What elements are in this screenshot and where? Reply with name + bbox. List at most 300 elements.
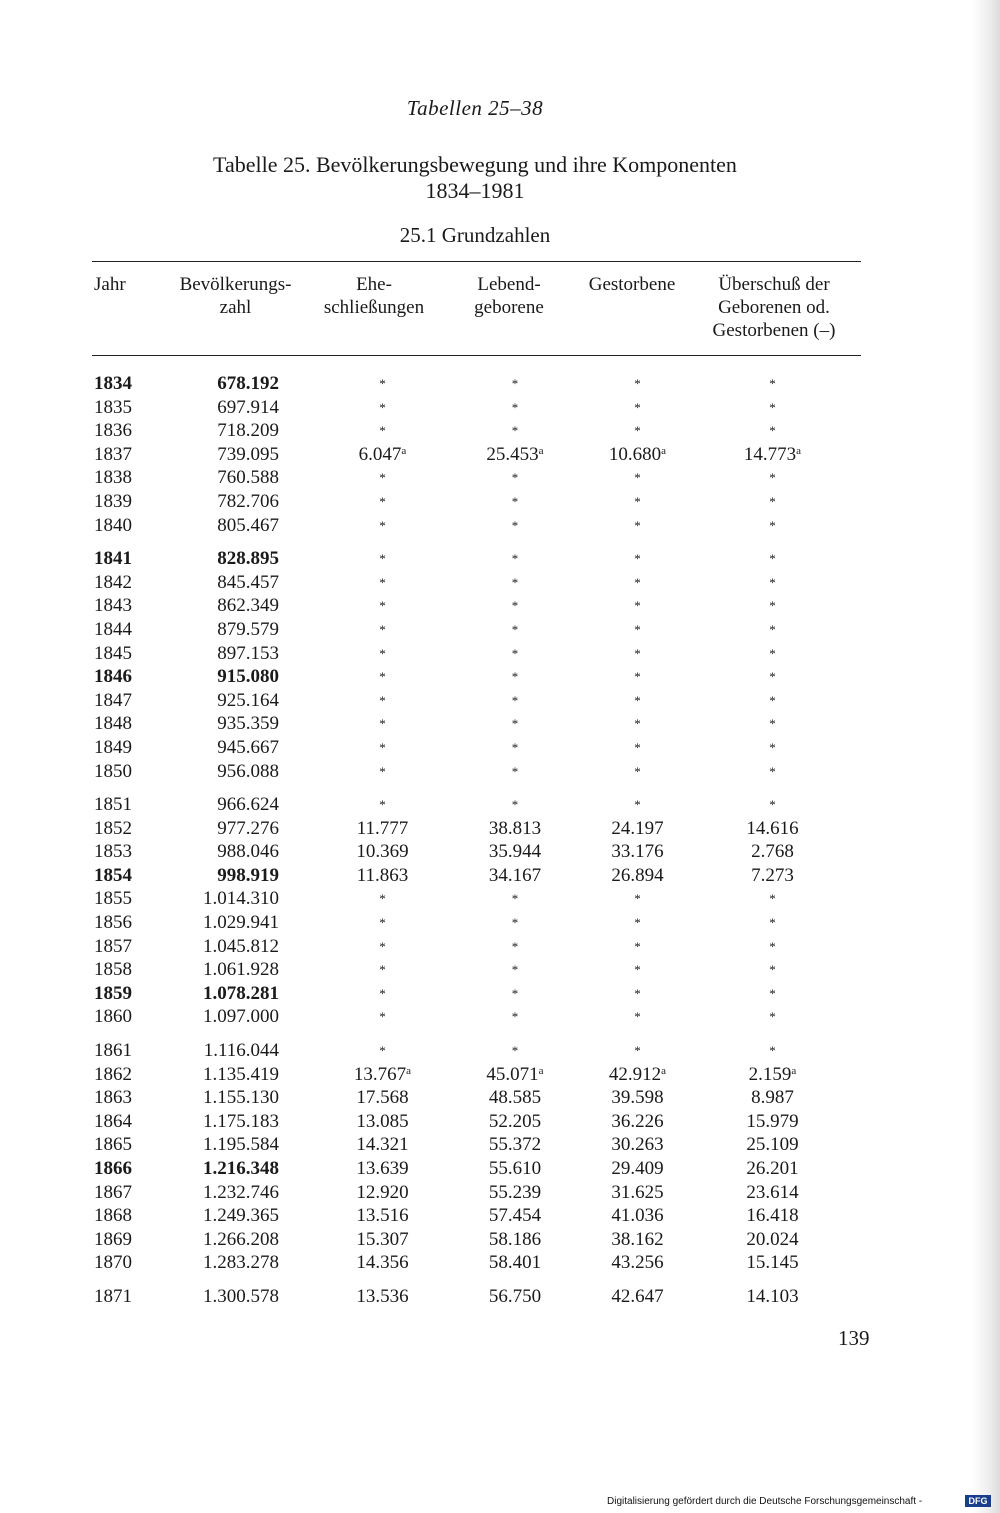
cell-surplus [725,466,820,490]
cell-marriages-value: 15.307 [356,1228,409,1250]
cell-deaths-value: * [634,669,641,685]
table-row [0,396,950,420]
cell-marriages-value: * [379,763,386,779]
cell-surplus [725,372,820,396]
cell-population: 805.467 [217,514,279,536]
cell-surplus [725,514,820,538]
cell-deaths-value: 30.263 [611,1134,664,1156]
cell-population: 935.359 [217,713,279,735]
cell-births [465,1039,565,1063]
cell-births [465,1228,565,1252]
table-row [0,1063,950,1087]
cell-year: 1859 [94,982,132,1004]
cell-deaths [595,712,680,736]
cell-surplus [725,1204,820,1228]
cell-births [465,642,565,666]
header-deaths: Gestorbene [588,274,676,295]
cell-population: 966.624 [217,794,279,816]
cell-year: 1860 [94,1006,132,1028]
cell-surplus-value: * [769,962,776,978]
cell-marriages-value: * [379,376,386,391]
cell-marriages-value: * [379,797,386,813]
cell-births [465,1005,565,1029]
cell-births-value: 25.453 [486,443,539,465]
cell-surplus [725,712,820,736]
cell-marriages [335,793,430,817]
cell-births [465,935,565,959]
cell-births-value: * [511,797,519,813]
cell-surplus-value: 2.159 [748,1063,792,1085]
cell-surplus-value: * [769,739,776,755]
cell-marriages-value: * [379,470,386,486]
cell-marriages [335,1228,430,1252]
footnote-marker: a [661,444,667,457]
header-top-rule [92,261,861,262]
cell-marriages-value: * [379,621,386,637]
cell-surplus-value: 25.109 [746,1134,799,1156]
cell-births-value: * [511,423,519,439]
cell-births [465,736,565,760]
cell-marriages [335,712,430,736]
table-row [0,712,950,736]
cell-surplus [725,443,820,467]
cell-surplus-value: 2.768 [751,841,794,863]
cell-births-value: 45.071 [486,1063,539,1085]
cell-births-value: * [511,891,519,907]
cell-deaths [595,1285,680,1309]
cell-surplus-value: 16.418 [746,1205,799,1227]
cell-surplus-value: * [769,763,776,779]
cell-marriages-value: * [379,739,386,755]
cell-deaths [595,419,680,443]
cell-marriages [335,958,430,982]
cell-surplus [725,618,820,642]
cell-births [465,1204,565,1228]
cell-surplus-value: * [769,985,776,1001]
cell-deaths [595,935,680,959]
cell-births-value: 52.205 [488,1110,542,1132]
cell-deaths [595,1063,680,1087]
cell-deaths [595,1251,680,1275]
cell-deaths [595,466,680,490]
table-row [0,594,950,618]
cell-births [465,1181,565,1205]
cell-population: 977.276 [217,817,279,839]
cell-surplus [725,864,820,888]
cell-surplus [725,1005,820,1029]
cell-population: 678.192 [217,373,279,394]
table-title-line-2: 1834–1981 [425,178,525,203]
cell-surplus-value: * [769,716,776,732]
cell-surplus-value: * [769,938,776,954]
cell-births [465,760,565,784]
cell-deaths-value: * [634,891,641,907]
cell-deaths [595,840,680,864]
cell-year: 1861 [94,1040,132,1062]
cell-deaths [595,793,680,817]
cell-surplus-value: * [769,493,776,509]
table-row [0,760,950,784]
dfg-logo: DFG [965,1495,991,1507]
cell-marriages-value: 13.639 [356,1158,409,1179]
cell-surplus [725,1251,820,1275]
cell-deaths [595,642,680,666]
cell-deaths-value: * [634,517,641,533]
cell-marriages [335,736,430,760]
cell-births-value: * [511,692,519,708]
cell-births [465,372,565,396]
cell-deaths-value: * [634,716,641,732]
cell-deaths [595,1039,680,1063]
cell-deaths [595,1086,680,1110]
cell-marriages [335,689,430,713]
cell-surplus [725,817,820,841]
cell-population: 1.195.584 [203,1134,279,1156]
cell-deaths-value: 33.176 [611,841,664,863]
cell-births [465,958,565,982]
cell-births-value: * [511,493,519,509]
cell-deaths-value: * [634,399,641,415]
cell-population: 760.588 [217,467,279,489]
cell-deaths-value: * [634,692,641,708]
cell-marriages [335,911,430,935]
cell-surplus-value: * [769,692,776,708]
cell-births-value: * [511,985,519,1001]
cell-population: 1.283.278 [203,1252,279,1274]
cell-deaths [595,665,680,689]
cell-births-value: * [511,1043,519,1059]
cell-year: 1856 [94,912,132,934]
cell-births [465,840,565,864]
cell-births [465,1110,565,1134]
cell-surplus-value: * [769,797,776,813]
cell-year: 1865 [94,1134,132,1156]
cell-marriages [335,665,430,689]
cell-deaths [595,571,680,595]
cell-year: 1839 [94,490,132,512]
cell-year: 1870 [94,1252,132,1274]
cell-deaths-value: * [634,493,641,509]
cell-deaths [595,547,680,571]
cell-surplus [725,1110,820,1134]
cell-marriages-value: * [379,1043,386,1059]
cell-year: 1871 [94,1285,132,1307]
table-row [0,618,950,642]
cell-marriages [335,1157,430,1181]
cell-year: 1858 [94,959,132,981]
cell-surplus [725,1063,820,1087]
cell-births [465,1157,565,1181]
cell-surplus [725,887,820,911]
cell-year: 1869 [94,1228,132,1250]
cell-surplus-value: 20.024 [746,1228,799,1250]
cell-marriages-value: 13.516 [356,1205,409,1227]
cell-births [465,618,565,642]
cell-births-value: 57.454 [488,1205,542,1227]
cell-surplus-value: * [769,399,776,415]
cell-year: 1851 [94,794,132,816]
cell-marriages [335,887,430,911]
cell-births [465,887,565,911]
cell-marriages-value: 6.047 [358,443,402,465]
cell-year: 1867 [94,1181,132,1203]
cell-births [465,864,565,888]
cell-deaths-value: 29.409 [611,1158,664,1179]
table-row [0,982,950,1006]
cell-deaths [595,760,680,784]
header-marriages: Ehe- schließungen [323,274,425,318]
cell-surplus-value: * [769,915,776,931]
cell-marriages [335,514,430,538]
cell-surplus [725,419,820,443]
cell-marriages-value: * [379,645,386,661]
cell-marriages-value: * [379,962,386,978]
cell-surplus-value: * [769,551,776,567]
cell-year: 1835 [94,396,132,418]
cell-deaths [595,911,680,935]
cell-births [465,466,565,490]
cell-population: 1.029.941 [203,912,279,934]
cell-marriages [335,1181,430,1205]
table-row [0,514,950,538]
cell-year: 1853 [94,841,132,863]
cell-year: 1849 [94,736,132,758]
table-body [0,372,950,1309]
cell-marriages-value: * [379,574,386,590]
cell-population: 925.164 [217,689,279,711]
cell-population: 1.175.183 [203,1110,279,1132]
table-row [0,793,950,817]
header-surplus: Überschuß der Geborenen od. Gestorbenen (–) [712,274,836,341]
table-row [0,1181,950,1205]
cell-year: 1841 [94,548,132,570]
cell-births-value: 56.750 [488,1285,542,1307]
cell-births [465,793,565,817]
cell-marriages-value: * [379,399,386,415]
table-row [0,571,950,595]
cell-population: 1.266.208 [203,1228,279,1250]
cell-year: 1845 [94,642,132,664]
cell-marriages [335,419,430,443]
cell-births-value: * [511,669,519,685]
cell-births [465,1063,565,1087]
cell-surplus-value: 14.103 [746,1285,799,1307]
table-row [0,840,950,864]
table-row [0,817,950,841]
cell-births-value: 35.944 [488,841,542,863]
table-row [0,1157,950,1181]
cell-marriages [335,1039,430,1063]
cell-population: 1.116.044 [203,1040,279,1062]
cell-marriages-value: * [379,423,386,439]
cell-surplus-value: * [769,621,776,637]
header-births: Lebend- geborene [474,274,544,318]
cell-births-value: * [511,470,519,486]
cell-population: 1.249.365 [203,1205,279,1227]
table-row [0,466,950,490]
cell-surplus-value: * [769,1009,776,1025]
cell-births [465,982,565,1006]
cell-births [465,911,565,935]
cell-surplus [725,840,820,864]
cell-population: 1.045.812 [203,935,279,957]
cell-marriages-value: * [379,1009,386,1025]
cell-surplus [725,594,820,618]
cell-births-value: 48.585 [488,1087,542,1109]
cell-surplus [725,642,820,666]
cell-population: 945.667 [217,736,279,758]
cell-births [465,689,565,713]
table-row [0,1005,950,1029]
cell-deaths [595,736,680,760]
cell-deaths [595,1181,680,1205]
table-row [0,1133,950,1157]
table-row [0,547,950,571]
cell-year: 1842 [94,571,132,593]
cell-marriages [335,760,430,784]
page-edge-shadow [972,0,1000,1513]
cell-deaths-value: 38.162 [611,1228,664,1250]
cell-deaths-value: * [634,938,641,954]
cell-year: 1844 [94,618,132,640]
cell-deaths-value: * [634,645,641,661]
cell-surplus [725,982,820,1006]
cell-deaths-value: * [634,763,641,779]
cell-marriages [335,466,430,490]
cell-births [465,1251,565,1275]
cell-deaths [595,958,680,982]
cell-population: 988.046 [217,841,279,863]
cell-surplus-value: 14.773 [743,443,797,465]
cell-deaths-value: * [634,376,641,391]
cell-surplus-value: * [769,376,776,391]
cell-year: 1868 [94,1205,132,1227]
cell-deaths [595,887,680,911]
cell-births-value: 58.401 [488,1252,542,1274]
cell-deaths-value: * [634,1009,641,1025]
cell-deaths [595,514,680,538]
table-row [0,864,950,888]
cell-surplus-value: 8.987 [751,1087,794,1109]
cell-marriages [335,443,430,467]
cell-deaths [595,1228,680,1252]
cell-deaths-value: * [634,621,641,637]
cell-births-value: * [511,517,519,533]
cell-births-value: * [511,399,519,415]
cell-marriages-value: * [379,669,386,685]
cell-births-value: 55.239 [488,1181,542,1203]
cell-deaths [595,864,680,888]
cell-surplus-value: 7.273 [751,864,794,886]
cell-surplus [725,1181,820,1205]
cell-deaths [595,1204,680,1228]
cell-population: 828.895 [217,548,279,570]
cell-marriages [335,817,430,841]
cell-marriages [335,1110,430,1134]
cell-births [465,665,565,689]
cell-births-value: * [511,739,519,755]
cell-marriages-value: * [379,938,386,954]
cell-births-value: 38.813 [488,817,542,839]
cell-population: 1.097.000 [203,1006,279,1028]
footnote-marker: a [538,1064,544,1077]
cell-surplus [725,547,820,571]
cell-births [465,419,565,443]
table-row [0,736,950,760]
cell-births-value: * [511,1009,519,1025]
cell-deaths-value: 26.894 [611,864,664,886]
cell-marriages [335,1133,430,1157]
cell-surplus-value: * [769,574,776,590]
cell-deaths [595,594,680,618]
table-row [0,1110,950,1134]
cell-marriages [335,490,430,514]
cell-year: 1854 [94,864,132,886]
cell-deaths-value: * [634,423,641,439]
cell-deaths-value: * [634,915,641,931]
cell-births-value: * [511,763,519,779]
cell-deaths [595,1133,680,1157]
cell-births [465,1133,565,1157]
cell-marriages-value: 11.863 [356,864,409,886]
cell-marriages-value: 14.321 [356,1134,409,1156]
cell-births-value: * [511,574,519,590]
cell-births-value: * [511,962,519,978]
cell-deaths [595,396,680,420]
cell-year: 1848 [94,713,132,735]
cell-population: 879.579 [217,618,279,640]
cell-births-value: * [511,645,519,661]
cell-marriages-value: * [379,891,386,907]
table-row [0,443,950,467]
cell-deaths-value: 39.598 [611,1087,664,1109]
cell-marriages [335,618,430,642]
cell-surplus [725,665,820,689]
cell-deaths-value: 24.197 [611,817,664,839]
cell-surplus-value: * [769,598,776,614]
cell-marriages-value: * [379,551,386,567]
cell-marriages [335,1063,430,1087]
table-row [0,689,950,713]
page-number: 139 [838,1326,870,1350]
cell-year: 1834 [94,373,132,394]
cell-year: 1857 [94,935,132,957]
table-row [0,490,950,514]
cell-population: 782.706 [217,490,279,512]
cell-surplus [725,490,820,514]
cell-surplus [725,911,820,935]
cell-births-value: 58.186 [488,1228,542,1250]
table-row [0,642,950,666]
cell-marriages [335,1204,430,1228]
cell-deaths-value: 10.680 [608,443,662,465]
cell-marriages [335,982,430,1006]
cell-year: 1864 [94,1110,132,1132]
cell-deaths-value: * [634,739,641,755]
cell-births-value: 34.167 [488,864,542,886]
cell-deaths-value: 43.256 [611,1252,664,1274]
cell-deaths [595,817,680,841]
cell-surplus [725,736,820,760]
cell-marriages-value: 14.356 [356,1252,409,1274]
cell-population: 1.155.130 [203,1087,279,1109]
cell-marriages-value: * [379,493,386,509]
cell-births-value: * [511,621,519,637]
cell-surplus [725,1086,820,1110]
cell-deaths-value: 41.036 [611,1205,664,1227]
footnote-marker: a [661,1064,667,1077]
cell-surplus [725,793,820,817]
